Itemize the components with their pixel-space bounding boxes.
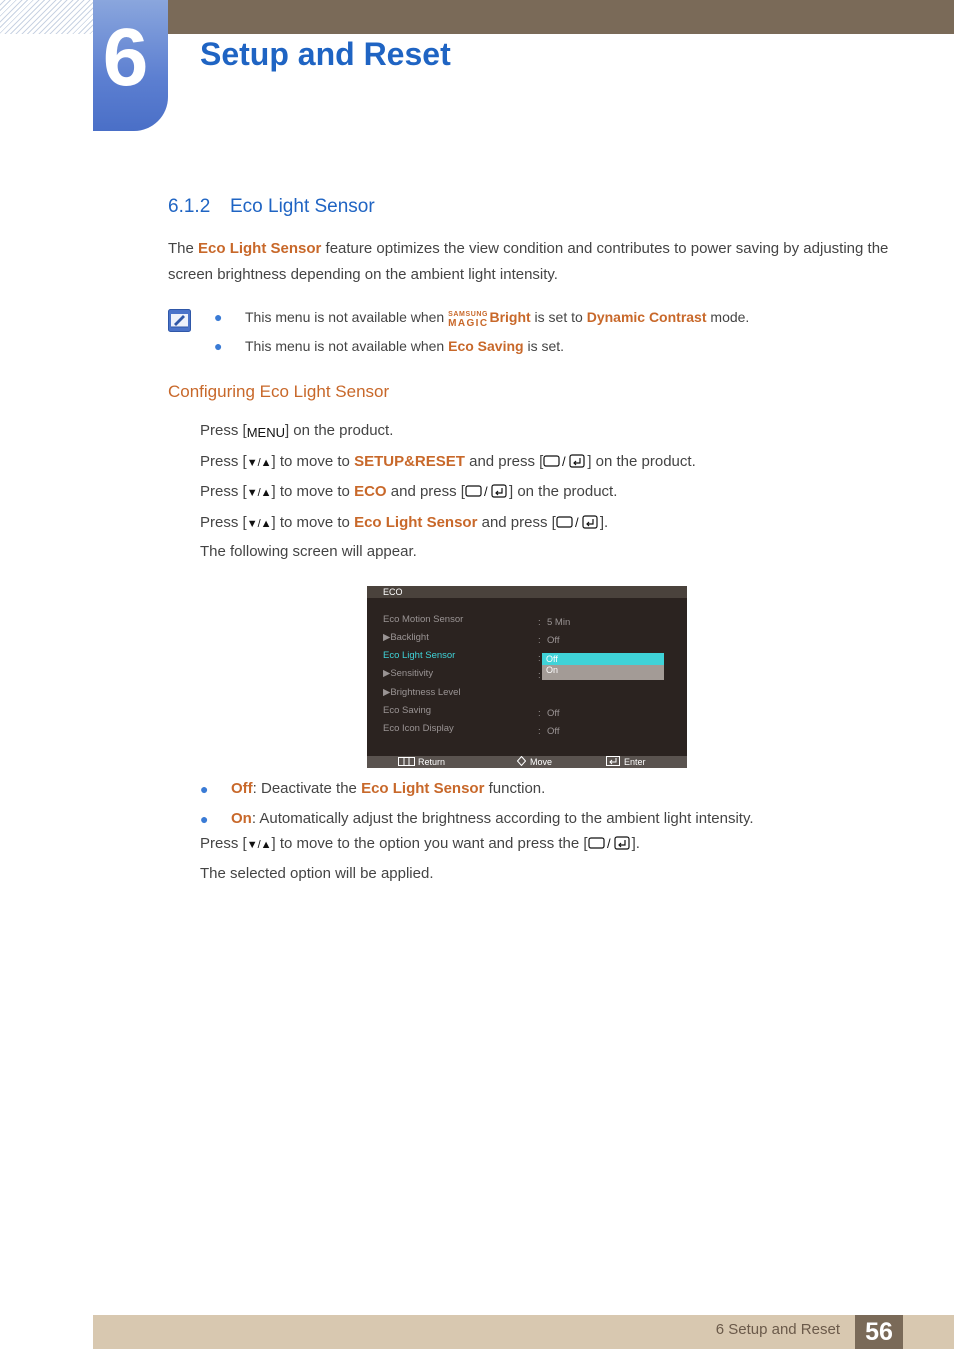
osd-dropdown-option-off[interactable]: Off xyxy=(542,653,664,665)
step-term: SETUP&RESET xyxy=(354,453,465,470)
osd-value-eco-motion-sensor: : 5 Min xyxy=(538,617,571,628)
step-1 xyxy=(200,422,393,440)
intro-term: Eco Light Sensor xyxy=(198,240,322,257)
footer-chapter-label: 6 Setup and Reset xyxy=(715,1321,840,1338)
step-term: Eco Light Sensor xyxy=(354,514,478,531)
osd-item-label: Sensitivity xyxy=(390,668,434,679)
option-text: : Automatically adjust the brightness according to the ambient light intensity. xyxy=(251,810,754,827)
page-number: 56 xyxy=(855,1315,903,1349)
osd-move-label: Move xyxy=(530,757,553,767)
step-text: ]. xyxy=(599,514,609,531)
step-text: ] on the product. xyxy=(284,422,394,439)
osd-colon: : xyxy=(538,653,541,664)
brand-bottom: MAGIC xyxy=(448,318,489,329)
step-text: ] on the product. xyxy=(508,483,618,500)
osd-dropdown-option-on[interactable]: On xyxy=(542,665,664,680)
intro-text-1: The xyxy=(168,240,199,257)
step-text: Press [ xyxy=(200,835,247,852)
step-text: and press [ xyxy=(464,453,544,470)
osd-value: Off xyxy=(547,635,560,646)
note-text: This menu is not available when xyxy=(245,338,449,354)
step-text: ]. xyxy=(631,835,640,852)
osd-return[interactable] xyxy=(398,756,445,768)
osd-footer xyxy=(367,756,687,768)
note-text: is set. xyxy=(523,338,565,354)
osd-enter[interactable] xyxy=(606,756,646,768)
step-text: Press [ xyxy=(200,483,247,500)
header-bar xyxy=(168,0,954,34)
osd-value-backlight: : Off xyxy=(538,635,560,646)
step-text: Press [ xyxy=(200,453,247,470)
move-icon xyxy=(517,756,526,766)
intro-text-2: feature optimizes the view condition and contributes to power saving by adjusting the screen brightness depending on the ambient light intensity. xyxy=(168,240,889,283)
osd-value-eco-icon-display: : Off xyxy=(538,726,560,737)
step-text: Press [ xyxy=(200,422,247,439)
step-3 xyxy=(200,483,617,502)
step-6 xyxy=(200,835,640,854)
step-text: ] on the product. xyxy=(587,453,696,470)
bullet-icon: ● xyxy=(214,338,223,354)
step-7: The selected option will be applied. xyxy=(200,865,434,882)
submenu-arrow-icon: ▶ xyxy=(383,668,391,679)
option-text: function. xyxy=(484,780,546,797)
step-term: ECO xyxy=(354,483,387,500)
down-up-arrow-icon: ▼/▲ xyxy=(246,487,272,499)
svg-text:/: / xyxy=(483,484,488,498)
svg-text:/: / xyxy=(574,515,579,529)
step-text: ] to move to xyxy=(271,453,355,470)
osd-item-eco-light-sensor[interactable]: Eco Light Sensor xyxy=(383,650,456,661)
osd-colon: : xyxy=(538,670,541,681)
source-enter-icon xyxy=(465,484,509,502)
section-number: 6.1.2 xyxy=(168,196,211,217)
osd-value: 5 Min xyxy=(547,617,571,628)
note-item xyxy=(212,303,892,332)
note-text: mode. xyxy=(706,309,750,325)
menu-key: MENU xyxy=(246,425,285,440)
osd-item-eco-icon-display[interactable]: Eco Icon Display xyxy=(383,723,454,734)
source-enter-icon xyxy=(556,515,600,533)
osd-value: Off xyxy=(547,708,560,719)
osd-item-backlight[interactable] xyxy=(383,632,429,643)
section-title xyxy=(168,195,375,219)
configuring-title: Configuring Eco Light Sensor xyxy=(168,382,390,401)
osd-header-label: ECO xyxy=(383,587,403,597)
down-up-arrow-icon: ▼/▲ xyxy=(246,839,272,851)
osd-header xyxy=(367,586,687,598)
option-item-off xyxy=(200,774,900,804)
option-term: Eco Light Sensor xyxy=(361,780,485,797)
osd-item-label: Brightness Level xyxy=(390,687,461,698)
submenu-arrow-icon: ▶ xyxy=(383,687,391,698)
step-text: ] to move to xyxy=(271,514,355,531)
down-up-arrow-icon: ▼/▲ xyxy=(246,457,272,469)
note-term: Bright xyxy=(489,309,531,325)
osd-enter-label: Enter xyxy=(624,757,646,767)
source-enter-icon xyxy=(543,454,587,472)
note-term: Dynamic Contrast xyxy=(586,309,707,325)
header-hatch xyxy=(0,0,93,34)
osd-return-label: Return xyxy=(418,757,446,767)
svg-text:/: / xyxy=(562,454,566,468)
osd-move[interactable] xyxy=(517,756,552,768)
step-text: and press [ xyxy=(386,483,465,500)
note-item xyxy=(212,332,892,361)
samsung-magic-logo xyxy=(448,311,488,329)
chapter-title: Setup and Reset xyxy=(200,36,451,72)
step-5: The following screen will appear. xyxy=(200,543,417,560)
osd-value-eco-saving: : Off xyxy=(538,708,560,719)
menu-icon xyxy=(398,757,415,766)
option-list xyxy=(200,774,900,834)
step-2 xyxy=(200,453,696,472)
bullet-icon: ● xyxy=(214,309,223,325)
brand-top: SAMSUNG xyxy=(448,311,489,318)
step-text: and press [ xyxy=(477,514,556,531)
osd-item-eco-saving[interactable]: Eco Saving xyxy=(383,705,432,716)
note-text: is set to xyxy=(530,309,587,325)
option-text: : Deactivate the xyxy=(252,780,362,797)
option-item-on xyxy=(200,804,900,834)
note-icon xyxy=(168,309,191,332)
step-text: Press [ xyxy=(200,514,247,531)
enter-icon xyxy=(606,756,620,766)
note-term: Eco Saving xyxy=(448,338,524,354)
option-term: On xyxy=(231,810,252,827)
svg-text:/: / xyxy=(606,836,611,850)
osd-item-brightness-level[interactable] xyxy=(383,687,461,698)
osd-item-sensitivity[interactable] xyxy=(383,668,433,679)
source-enter-icon xyxy=(588,836,632,854)
osd-item-label: Backlight xyxy=(390,632,429,643)
submenu-arrow-icon: ▶ xyxy=(383,632,391,643)
step-text: ] to move to xyxy=(271,483,355,500)
osd-item-eco-motion-sensor[interactable]: Eco Motion Sensor xyxy=(383,614,464,625)
section-title-text: Eco Light Sensor xyxy=(230,196,375,217)
option-term: Off xyxy=(231,780,253,797)
chapter-number: 6 xyxy=(102,12,149,103)
osd-screen xyxy=(367,586,687,768)
step-text: ] to move to the option you want and press the [ xyxy=(271,835,588,852)
osd-value: Off xyxy=(547,726,560,737)
down-up-arrow-icon: ▼/▲ xyxy=(246,518,272,530)
note-text: This menu is not available when xyxy=(245,309,449,325)
note-list xyxy=(212,303,892,361)
step-4 xyxy=(200,514,608,533)
bullet-icon: ● xyxy=(200,811,209,827)
intro-paragraph xyxy=(168,236,898,288)
bullet-icon: ● xyxy=(200,781,209,797)
